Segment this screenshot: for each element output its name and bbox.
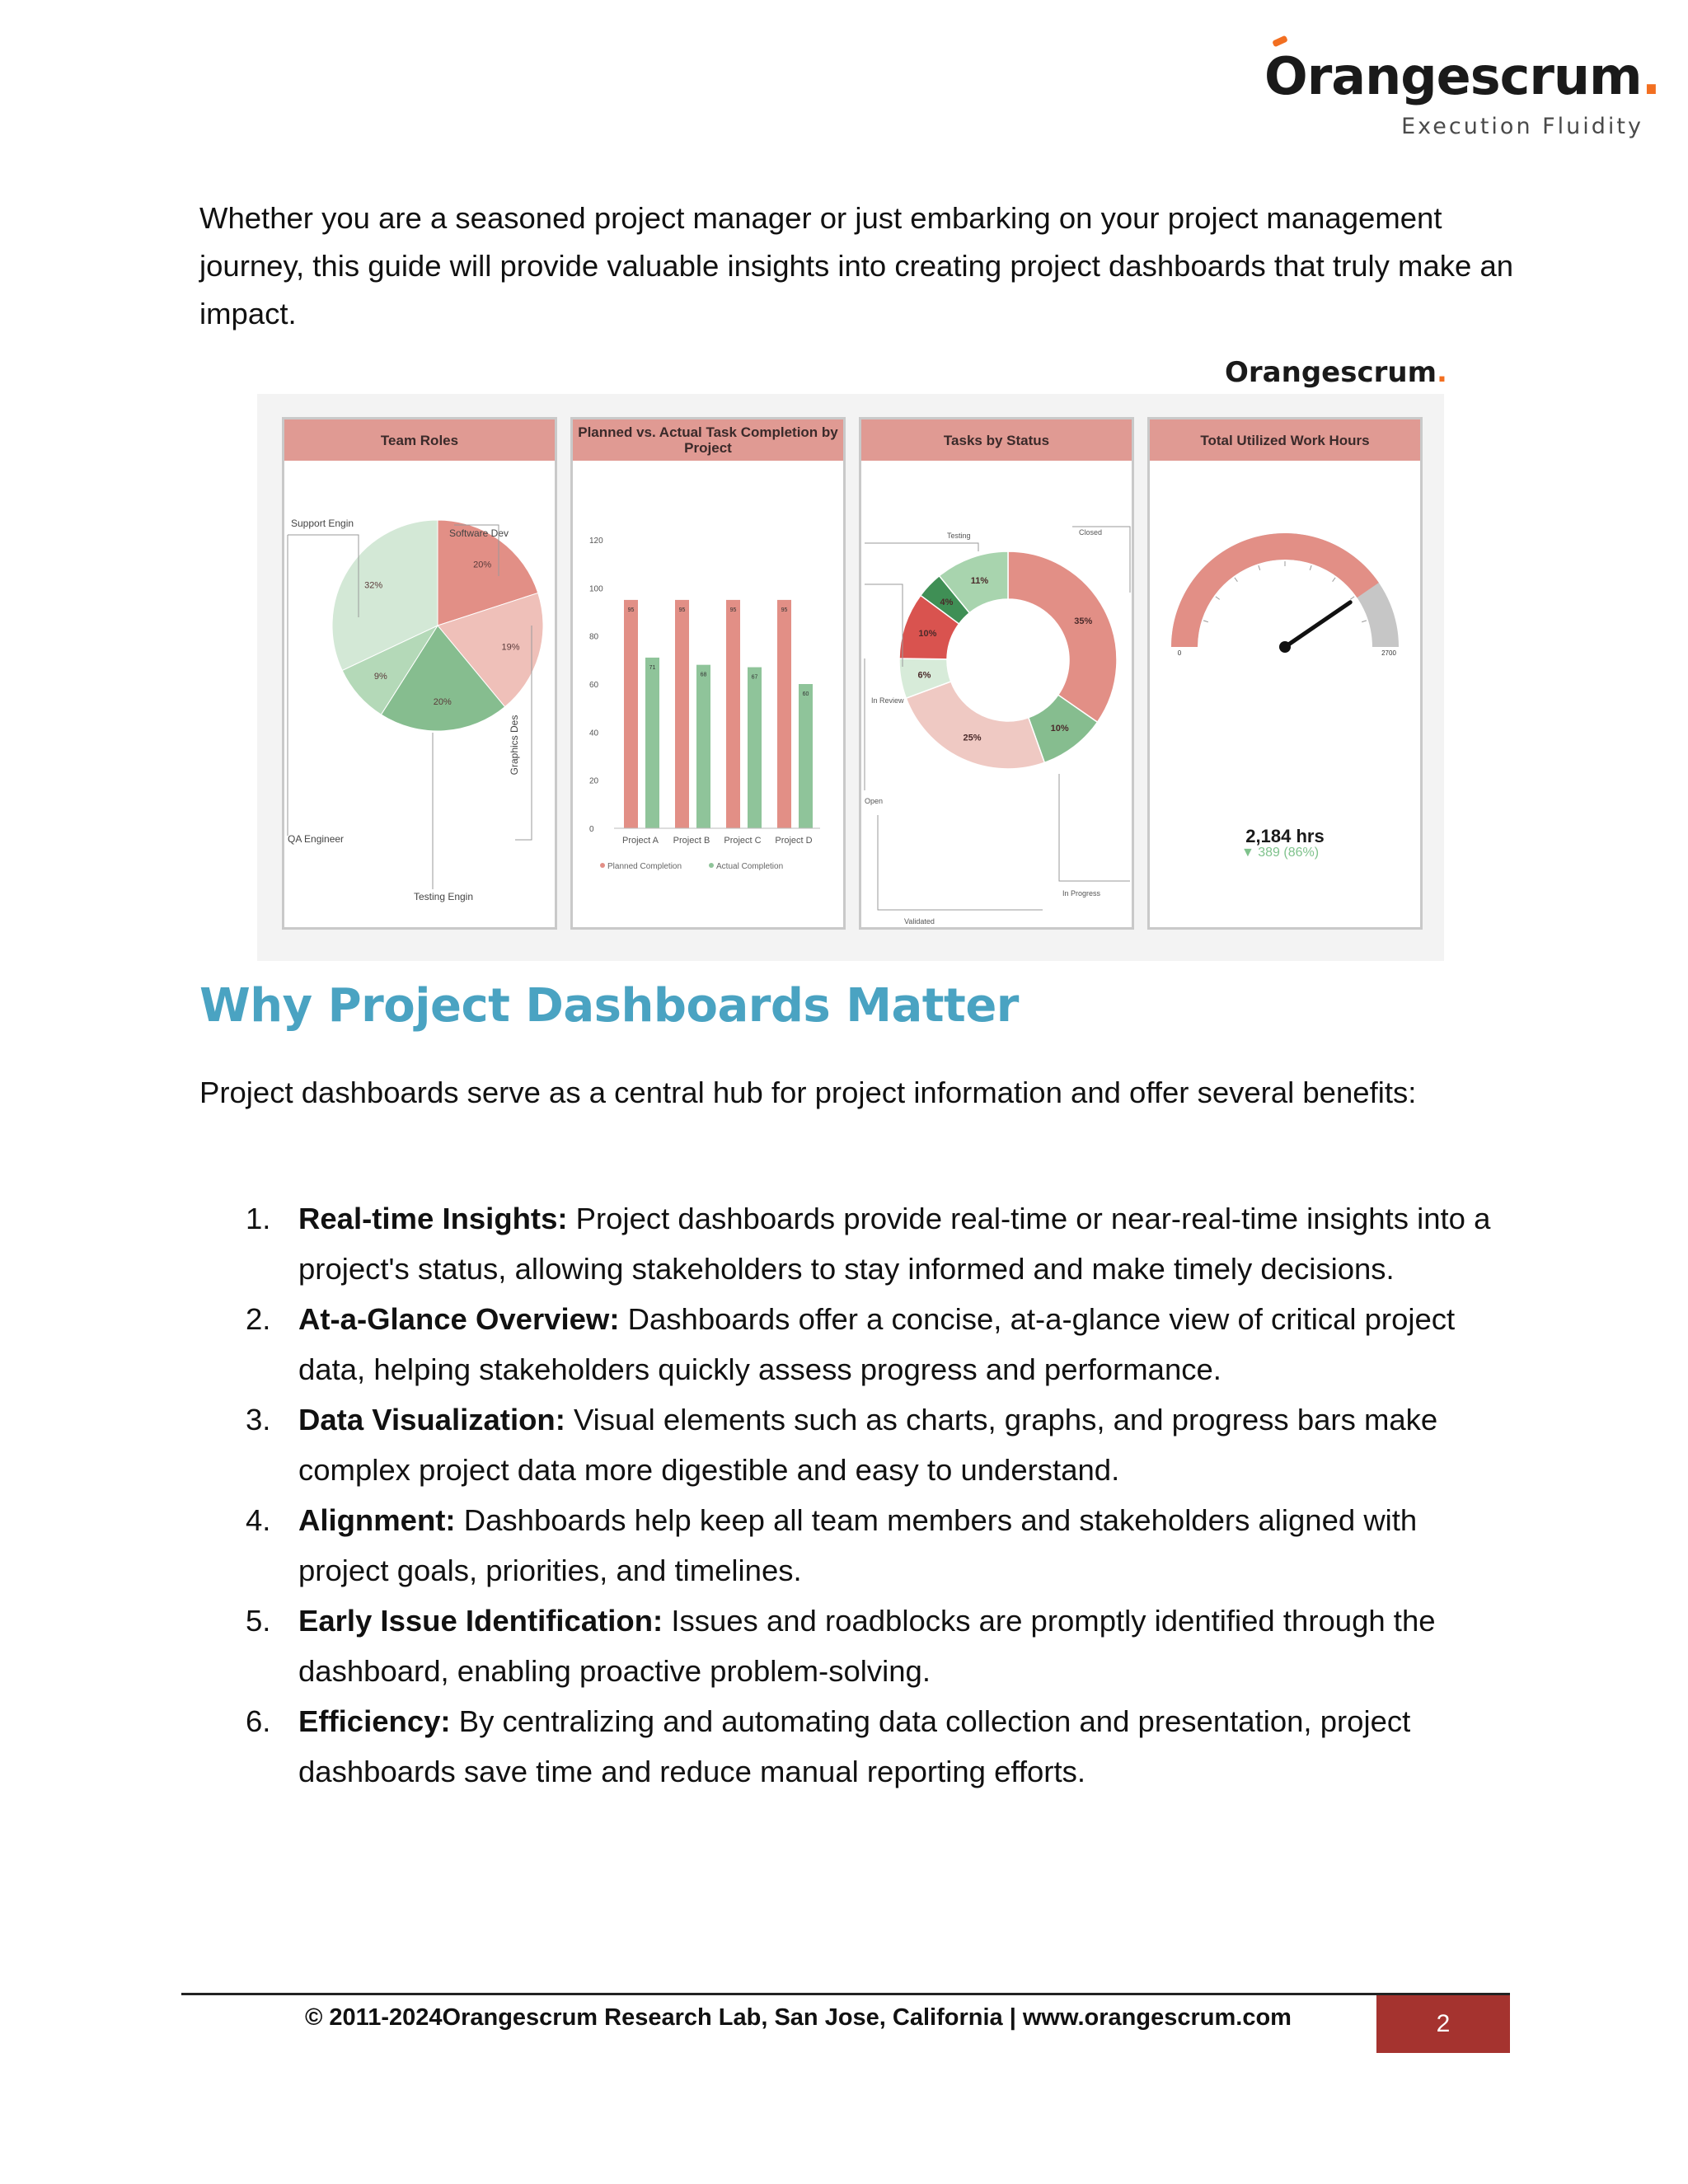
donut-slice <box>906 682 1044 769</box>
tasks-status-panel <box>859 417 1134 930</box>
list-number: 6. <box>246 1704 271 1738</box>
y-tick-label: 100 <box>589 584 603 594</box>
gauge-tick <box>1235 578 1238 582</box>
gauge-min-label: 0 <box>1177 649 1182 657</box>
bar-value-label: 67 <box>751 674 758 681</box>
status-label: Validated <box>904 917 935 926</box>
bar-value-label: 95 <box>678 607 686 613</box>
pie-category-label: Graphics Des <box>509 715 520 776</box>
planned-actual-panel <box>570 417 846 930</box>
list-term: Alignment: <box>298 1503 456 1537</box>
benefits-list <box>199 1193 1502 1797</box>
list-term: Real-time Insights: <box>298 1202 568 1235</box>
gauge-value-text: 2,184 hrs <box>1245 826 1325 846</box>
gauge-tick <box>1259 565 1260 570</box>
list-number: 4. <box>246 1503 271 1537</box>
leader-line <box>865 584 903 667</box>
footer-copyright: © 2011-2024Orangescrum Research Lab, San Jose, California | www.orangescrum.com <box>305 2004 1292 2031</box>
gauge-tick <box>1362 621 1367 622</box>
list-text: Visual elements such as charts, graphs, and progress bars make complex project data more digestible and easy to understand. <box>298 1403 1438 1487</box>
pie-category-label: QA Engineer <box>288 833 345 845</box>
list-text: Project dashboards provide real-time or near-real-time insights into a project's status, allowing stakeholders to stay informed and make timely decisions. <box>298 1202 1491 1286</box>
team-roles-title: Team Roles <box>284 419 555 461</box>
pie-slice-label: 32% <box>364 580 383 591</box>
work-hours-gauge <box>1150 461 1420 927</box>
list-item <box>199 1495 1502 1596</box>
planned-actual-bar-chart <box>573 461 843 927</box>
bar <box>624 600 638 828</box>
gauge-fill <box>1171 533 1379 647</box>
team-roles-pie-chart <box>284 461 555 927</box>
dashboard-brand-logo: Orangescrum. <box>1225 356 1447 389</box>
donut-slice-label: 11% <box>970 575 989 586</box>
gauge-needle <box>1285 602 1350 647</box>
bar <box>645 658 659 828</box>
donut-slice-label: 35% <box>1074 616 1093 627</box>
donut-slice-label: 10% <box>918 628 937 639</box>
y-tick-label: 20 <box>589 776 599 786</box>
team-roles-panel <box>282 417 557 930</box>
list-term: At-a-Glance Overview: <box>298 1302 620 1336</box>
bar <box>675 600 689 828</box>
list-item <box>199 1193 1502 1294</box>
bar <box>726 600 740 828</box>
bar <box>748 668 762 828</box>
donut-slice-label: 10% <box>1050 723 1069 733</box>
y-tick-label: 80 <box>589 632 599 642</box>
list-text: Dashboards offer a concise, at-a-glance view of critical project data, helping stakeholders quickly assess progress and performance. <box>298 1302 1456 1386</box>
work-hours-title: Total Utilized Work Hours <box>1150 419 1420 461</box>
x-tick-label: Project B <box>673 836 710 846</box>
donut-slice-label: 6% <box>917 670 931 681</box>
legend-swatch <box>709 863 714 868</box>
y-tick-label: 120 <box>589 537 603 546</box>
work-hours-panel <box>1147 417 1423 930</box>
list-item <box>199 1696 1502 1797</box>
leader-line <box>1059 774 1130 881</box>
bar <box>799 684 813 828</box>
gauge-tick <box>1203 621 1208 622</box>
list-text: By centralizing and automating data collection and presentation, project dashboards save time and reduce manual reporting efforts. <box>298 1704 1411 1788</box>
brand-tagline: Execution Fluidity <box>1401 114 1643 139</box>
list-item <box>199 1394 1502 1495</box>
list-item <box>199 1294 1502 1394</box>
legend-label: Actual Completion <box>716 862 784 871</box>
status-label: Closed <box>1079 528 1103 537</box>
bar-value-label: 95 <box>627 607 635 613</box>
list-text: Dashboards help keep all team members and stakeholders aligned with project goals, priorities, and timelines. <box>298 1503 1418 1587</box>
page-number: 2 <box>1376 1995 1510 2053</box>
status-label: In Progress <box>1062 889 1101 898</box>
pie-slice-label: 20% <box>433 696 452 707</box>
leader-line <box>865 543 978 551</box>
gauge-tick <box>1333 578 1336 582</box>
bar-value-label: 95 <box>781 607 788 613</box>
brand-dot: . <box>1641 46 1661 106</box>
gauge-delta-text: ▼ 389 (86%) <box>1240 846 1320 860</box>
y-tick-label: 60 <box>589 681 599 690</box>
x-tick-label: Project A <box>621 836 659 846</box>
pie-slice-label: 9% <box>373 671 387 682</box>
tasks-status-donut-chart <box>861 461 1132 927</box>
status-label: Testing <box>947 532 971 540</box>
bar-value-label: 95 <box>729 607 737 613</box>
donut-slice-label: 25% <box>963 733 982 743</box>
x-tick-label: Project D <box>775 836 813 846</box>
gauge-tick <box>1310 565 1311 570</box>
list-term: Efficiency: <box>298 1704 451 1738</box>
list-term: Early Issue Identification: <box>298 1604 663 1638</box>
pie-category-label: Support Engin <box>291 518 354 529</box>
gauge-max-label: 2700 <box>1381 649 1396 657</box>
brand-logo <box>1264 46 1661 139</box>
bar <box>777 600 791 828</box>
pie-slice-label: 20% <box>473 560 492 570</box>
status-label: Open <box>865 797 884 805</box>
brand-wordmark <box>1264 46 1661 106</box>
brand-name-text: Orangescrum <box>1264 46 1642 106</box>
pie-slice-label: 19% <box>501 642 520 653</box>
intro-paragraph: Whether you are a seasoned project manager or just embarking on your project management journey, this guide will provide valuable insights into creating project dashboards that truly make an impact. <box>199 201 1514 330</box>
dashboard-image <box>257 394 1444 961</box>
list-number: 5. <box>246 1604 271 1638</box>
list-term: Data Visualization: <box>298 1403 565 1436</box>
pie-category-label: Testing Engin <box>413 891 474 902</box>
gauge-hub <box>1279 641 1291 653</box>
list-number: 3. <box>246 1403 271 1436</box>
tasks-status-title: Tasks by Status <box>861 419 1132 461</box>
y-tick-label: 40 <box>589 729 599 738</box>
section-heading: Why Project Dashboards Matter <box>199 979 1019 1033</box>
list-number: 2. <box>246 1302 271 1336</box>
footer-divider <box>181 1993 1510 1995</box>
leader-line <box>878 815 1043 910</box>
bar-value-label: 71 <box>649 664 656 671</box>
donut-slice-label: 4% <box>940 597 954 607</box>
pie-category-label: Software Dev <box>448 527 509 539</box>
planned-actual-title: Planned vs. Actual Task Completion by Project <box>573 419 843 461</box>
legend-label: Planned Completion <box>607 862 682 871</box>
list-text: Issues and roadblocks are promptly identified through the dashboard, enabling proactive problem-solving. <box>298 1604 1436 1688</box>
gauge-tick <box>1216 597 1220 600</box>
y-tick-label: 0 <box>589 825 594 834</box>
bar-value-label: 68 <box>700 672 707 678</box>
section-lead: Project dashboards serve as a central hub for project information and offer several benefits: <box>199 1076 1417 1109</box>
bar-value-label: 60 <box>802 691 809 697</box>
x-tick-label: Project C <box>724 836 762 846</box>
legend-swatch <box>600 863 605 868</box>
status-label: In Review <box>871 696 904 705</box>
gauge-tick <box>1350 597 1354 600</box>
dashboard-brand-text: Orangescrum <box>1225 356 1437 389</box>
donut-slice <box>1008 551 1117 722</box>
list-item <box>199 1596 1502 1696</box>
list-number: 1. <box>246 1202 271 1235</box>
bar <box>696 665 710 828</box>
